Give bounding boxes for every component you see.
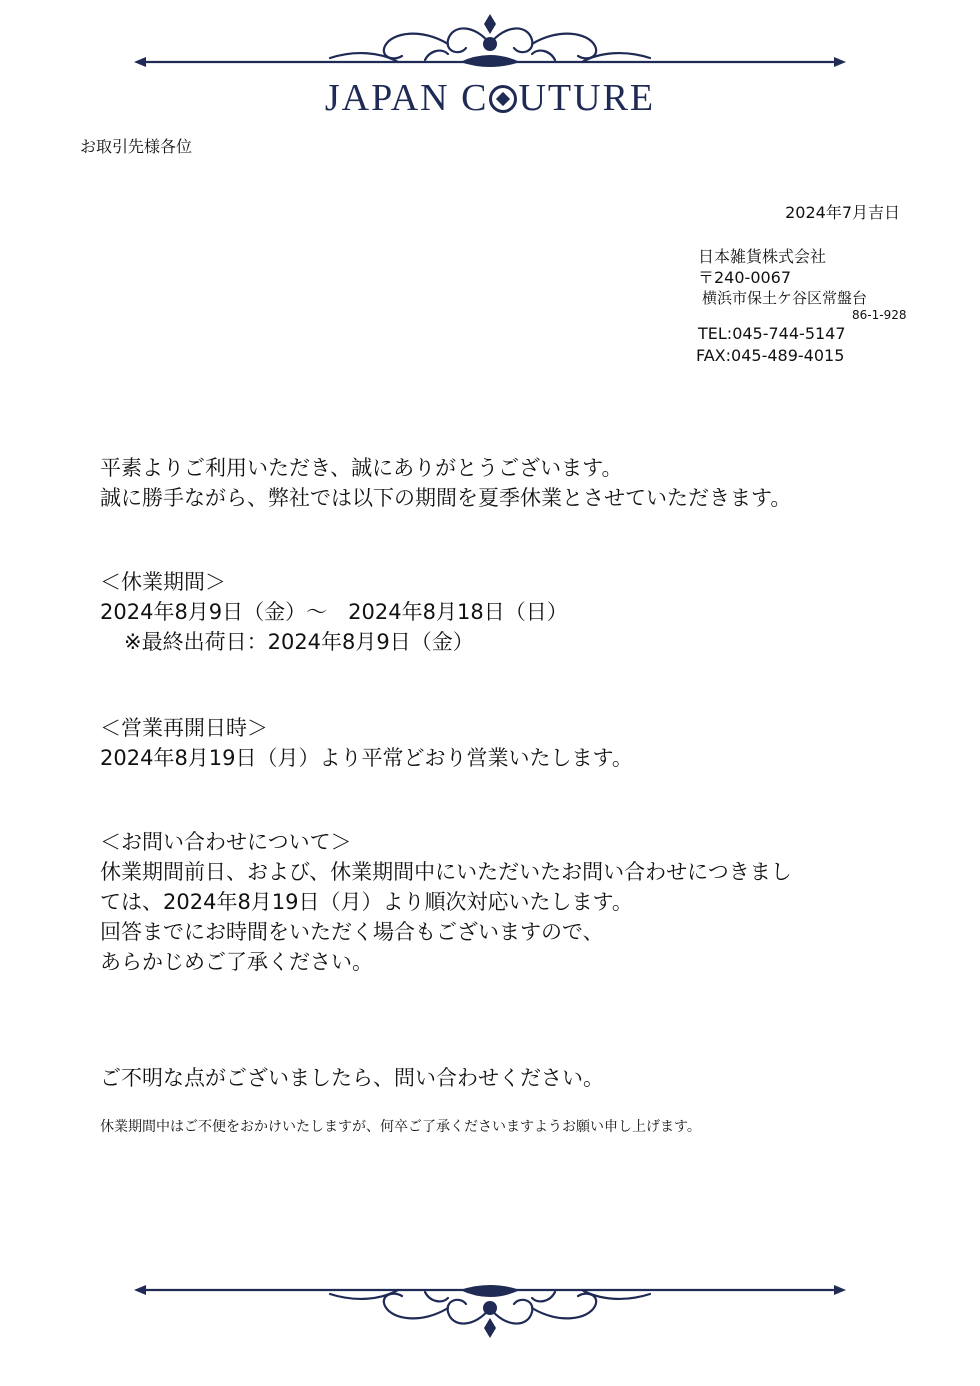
inquiry-line-1: 休業期間前日、および、休業期間中にいただいたお問い合わせにつきまし xyxy=(100,860,792,884)
inquiry-heading: ＜お問い合わせについて＞ xyxy=(100,830,352,854)
last-shipping-date: ※最終出荷日：2024年8月9日（金） xyxy=(124,630,474,654)
brand-diamond-icon xyxy=(489,85,517,113)
intro-line-1: 平素よりご利用いただき、誠にありがとうございます。 xyxy=(100,456,623,480)
inquiry-line-4: あらかじめご了承ください。 xyxy=(100,950,373,974)
apology-note: 休業期間中はご不便をおかけいたしますが、何卒ご了承くださいますようお願い申し上げます。 xyxy=(100,1119,701,1135)
inquiry-line-2: ては、2024年8月19日（月）より順次対応いたします。 xyxy=(100,890,633,914)
sender-company: 日本雑貨株式会社 xyxy=(698,247,827,266)
holiday-period: 2024年8月9日（金）～ 2024年8月18日（日） xyxy=(100,600,568,624)
reopen-text: 2024年8月19日（月）より平常どおり営業いたします。 xyxy=(100,746,633,770)
brand-logo: JAPAN C UTURE xyxy=(324,77,656,119)
sender-address: 横浜市保土ケ谷区常盤台 xyxy=(702,289,868,307)
ornament-top-icon xyxy=(130,10,850,76)
reopen-heading: ＜営業再開日時＞ xyxy=(100,716,268,740)
inquiry-line-3: 回答までにお時間をいただく場合もございますので、 xyxy=(100,920,604,944)
closing-text: ご不明な点がございましたら、問い合わせください。 xyxy=(100,1066,604,1090)
sender-postal: 〒240-0067 xyxy=(698,268,792,287)
sender-fax: FAX:045-489-4015 xyxy=(696,346,845,365)
holiday-heading: ＜休業期間＞ xyxy=(100,570,226,594)
sender-address-number: 86-1-928 xyxy=(852,308,907,322)
ornament-bottom-icon xyxy=(130,1276,850,1342)
intro-line-2: 誠に勝手ながら、弊社では以下の期間を夏季休業とさせていただきます。 xyxy=(100,486,792,510)
addressee: お取引先様各位 xyxy=(80,137,193,156)
letter-date: 2024年7月吉日 xyxy=(785,203,900,222)
sender-tel: TEL:045-744-5147 xyxy=(698,324,846,343)
